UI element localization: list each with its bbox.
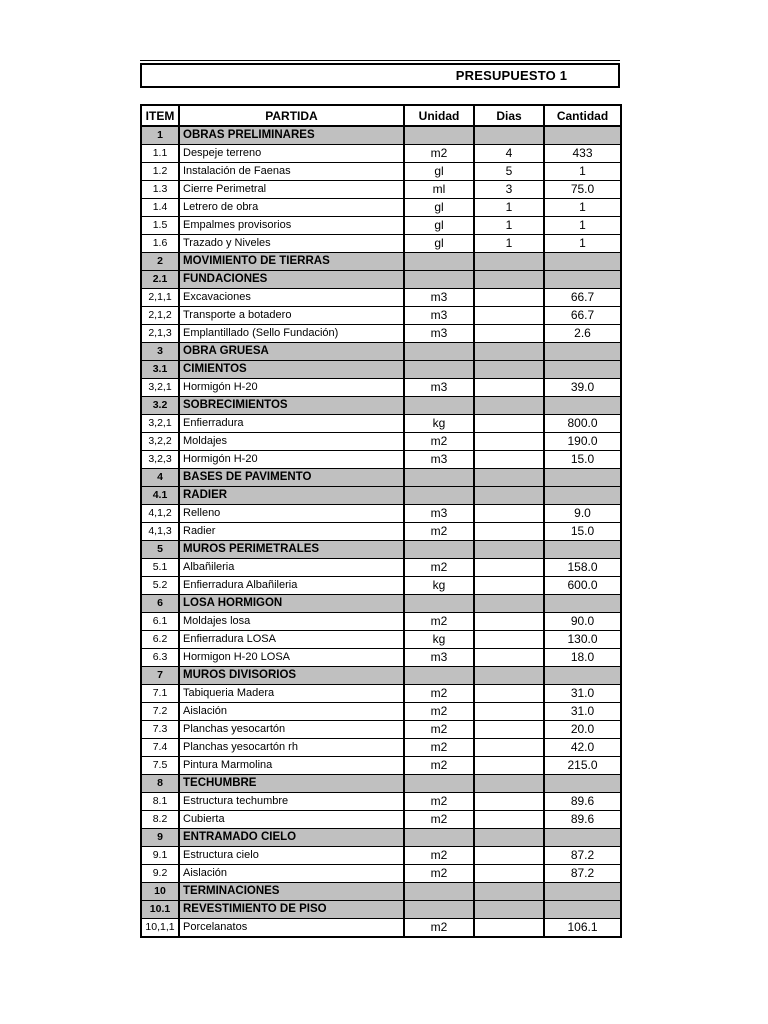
cell-item: 1 xyxy=(141,126,179,145)
cell-item: 8.1 xyxy=(141,793,179,811)
cell-item: 4,1,3 xyxy=(141,523,179,541)
cell-dias xyxy=(474,595,544,613)
cell-unidad xyxy=(404,829,474,847)
cell-partida: CIMIENTOS xyxy=(179,361,404,379)
section-row xyxy=(141,126,621,145)
cell-dias xyxy=(474,631,544,649)
section-row xyxy=(141,541,621,559)
cell-partida: OBRA GRUESA xyxy=(179,343,404,361)
cell-partida: MUROS DIVISORIOS xyxy=(179,667,404,685)
cell-dias xyxy=(474,361,544,379)
cell-dias: 1 xyxy=(474,217,544,235)
cell-partida: Planchas yesocartón xyxy=(179,721,404,739)
cell-unidad xyxy=(404,667,474,685)
table-row xyxy=(141,613,621,631)
cell-partida: MOVIMIENTO DE TIERRAS xyxy=(179,253,404,271)
cell-unidad xyxy=(404,126,474,145)
cell-partida: Transporte a botadero xyxy=(179,307,404,325)
table-row xyxy=(141,865,621,883)
table-row xyxy=(141,451,621,469)
cell-unidad: ml xyxy=(404,181,474,199)
cell-item: 9.1 xyxy=(141,847,179,865)
cell-unidad: gl xyxy=(404,217,474,235)
cell-cantidad: 190.0 xyxy=(544,433,621,451)
table-row xyxy=(141,685,621,703)
cell-unidad: m2 xyxy=(404,793,474,811)
cell-unidad: kg xyxy=(404,577,474,595)
table-row xyxy=(141,235,621,253)
cell-dias xyxy=(474,829,544,847)
cell-unidad: m3 xyxy=(404,451,474,469)
cell-dias xyxy=(474,811,544,829)
cell-unidad: gl xyxy=(404,235,474,253)
cell-unidad: m3 xyxy=(404,325,474,343)
cell-item: 3 xyxy=(141,343,179,361)
cell-partida: ENTRAMADO CIELO xyxy=(179,829,404,847)
cell-item: 6 xyxy=(141,595,179,613)
cell-unidad: gl xyxy=(404,199,474,217)
table-row xyxy=(141,577,621,595)
cell-item: 3.2 xyxy=(141,397,179,415)
cell-cantidad: 66.7 xyxy=(544,289,621,307)
cell-item: 10,1,1 xyxy=(141,919,179,938)
cell-cantidad xyxy=(544,487,621,505)
column-header-item: ITEM xyxy=(141,105,179,126)
cell-cantidad xyxy=(544,901,621,919)
cell-item: 1.1 xyxy=(141,145,179,163)
cell-item: 3,2,3 xyxy=(141,451,179,469)
cell-item: 2,1,1 xyxy=(141,289,179,307)
cell-unidad xyxy=(404,253,474,271)
cell-dias xyxy=(474,613,544,631)
table-row xyxy=(141,415,621,433)
cell-cantidad: 9.0 xyxy=(544,505,621,523)
cell-partida: Relleno xyxy=(179,505,404,523)
cell-dias xyxy=(474,271,544,289)
table-row xyxy=(141,289,621,307)
cell-dias xyxy=(474,487,544,505)
table-row xyxy=(141,649,621,667)
table-row xyxy=(141,379,621,397)
cell-partida: Despeje terreno xyxy=(179,145,404,163)
cell-dias: 3 xyxy=(474,181,544,199)
cell-dias xyxy=(474,847,544,865)
cell-unidad: m2 xyxy=(404,433,474,451)
table-row xyxy=(141,181,621,199)
cell-partida: LOSA HORMIGON xyxy=(179,595,404,613)
cell-cantidad xyxy=(544,883,621,901)
cell-item: 3,2,1 xyxy=(141,415,179,433)
cell-cantidad: 87.2 xyxy=(544,865,621,883)
cell-partida: Tabiqueria Madera xyxy=(179,685,404,703)
cell-partida: Empalmes provisorios xyxy=(179,217,404,235)
cell-unidad: m2 xyxy=(404,523,474,541)
cell-item: 7.1 xyxy=(141,685,179,703)
table-row xyxy=(141,199,621,217)
cell-item: 1.6 xyxy=(141,235,179,253)
cell-item: 1.3 xyxy=(141,181,179,199)
table-row xyxy=(141,325,621,343)
cell-partida: Letrero de obra xyxy=(179,199,404,217)
cell-unidad xyxy=(404,343,474,361)
cell-item: 4,1,2 xyxy=(141,505,179,523)
cell-unidad: m2 xyxy=(404,811,474,829)
table-row xyxy=(141,433,621,451)
table-row xyxy=(141,847,621,865)
page-title: PRESUPUESTO 1 xyxy=(455,68,568,83)
cell-partida: TECHUMBRE xyxy=(179,775,404,793)
cell-partida: Pintura Marmolina xyxy=(179,757,404,775)
cell-partida: OBRAS PRELIMINARES xyxy=(179,126,404,145)
cell-item: 8.2 xyxy=(141,811,179,829)
cell-unidad: m2 xyxy=(404,613,474,631)
table-row xyxy=(141,919,621,938)
cell-partida: Estructura cielo xyxy=(179,847,404,865)
cell-cantidad xyxy=(544,469,621,487)
cell-dias xyxy=(474,433,544,451)
cell-partida: BASES DE PAVIMENTO xyxy=(179,469,404,487)
cell-partida: Hormigon H-20 LOSA xyxy=(179,649,404,667)
column-header-cantidad: Cantidad xyxy=(544,105,621,126)
cell-unidad xyxy=(404,541,474,559)
cell-partida: Trazado y Niveles xyxy=(179,235,404,253)
cell-cantidad: 130.0 xyxy=(544,631,621,649)
cell-partida: Cubierta xyxy=(179,811,404,829)
cell-partida: Planchas yesocartón rh xyxy=(179,739,404,757)
cell-cantidad xyxy=(544,667,621,685)
cell-partida: RADIER xyxy=(179,487,404,505)
cell-dias xyxy=(474,721,544,739)
cell-dias: 4 xyxy=(474,145,544,163)
table-row xyxy=(141,793,621,811)
cell-item: 4.1 xyxy=(141,487,179,505)
cell-unidad: m3 xyxy=(404,289,474,307)
section-row xyxy=(141,361,621,379)
cell-dias: 5 xyxy=(474,163,544,181)
section-row xyxy=(141,271,621,289)
cell-unidad: gl xyxy=(404,163,474,181)
cell-partida: Estructura techumbre xyxy=(179,793,404,811)
cell-cantidad xyxy=(544,829,621,847)
cell-unidad: m2 xyxy=(404,919,474,938)
cell-cantidad xyxy=(544,595,621,613)
table-row xyxy=(141,757,621,775)
cell-dias: 1 xyxy=(474,199,544,217)
cell-item: 10.1 xyxy=(141,901,179,919)
cell-item: 10 xyxy=(141,883,179,901)
cell-dias xyxy=(474,739,544,757)
cell-unidad xyxy=(404,901,474,919)
table-row xyxy=(141,217,621,235)
cell-unidad xyxy=(404,883,474,901)
table-row xyxy=(141,739,621,757)
cell-cantidad: 90.0 xyxy=(544,613,621,631)
section-row xyxy=(141,253,621,271)
cell-dias xyxy=(474,397,544,415)
cell-cantidad: 42.0 xyxy=(544,739,621,757)
section-row xyxy=(141,901,621,919)
table-row xyxy=(141,559,621,577)
cell-dias xyxy=(474,577,544,595)
cell-cantidad: 1 xyxy=(544,199,621,217)
cell-dias xyxy=(474,289,544,307)
cell-dias xyxy=(474,523,544,541)
cell-dias xyxy=(474,793,544,811)
cell-partida: TERMINACIONES xyxy=(179,883,404,901)
section-row xyxy=(141,397,621,415)
cell-unidad xyxy=(404,469,474,487)
cell-partida: Porcelanatos xyxy=(179,919,404,938)
cell-item: 6.3 xyxy=(141,649,179,667)
cell-dias: 1 xyxy=(474,235,544,253)
cell-unidad: m2 xyxy=(404,685,474,703)
cell-cantidad xyxy=(544,126,621,145)
section-row xyxy=(141,487,621,505)
cell-partida: Albañileria xyxy=(179,559,404,577)
cell-dias xyxy=(474,325,544,343)
cell-dias xyxy=(474,775,544,793)
cell-dias xyxy=(474,541,544,559)
cell-partida: Enfierradura Albañileria xyxy=(179,577,404,595)
cell-dias xyxy=(474,126,544,145)
cell-dias xyxy=(474,865,544,883)
cell-dias xyxy=(474,415,544,433)
cell-cantidad xyxy=(544,775,621,793)
cell-partida: Excavaciones xyxy=(179,289,404,307)
cell-cantidad xyxy=(544,253,621,271)
cell-dias xyxy=(474,667,544,685)
cell-unidad: m2 xyxy=(404,721,474,739)
cell-cantidad: 31.0 xyxy=(544,703,621,721)
cell-item: 1.5 xyxy=(141,217,179,235)
cell-cantidad: 215.0 xyxy=(544,757,621,775)
cell-partida: SOBRECIMIENTOS xyxy=(179,397,404,415)
table-row xyxy=(141,631,621,649)
cell-cantidad: 66.7 xyxy=(544,307,621,325)
section-row xyxy=(141,829,621,847)
cell-item: 3,2,2 xyxy=(141,433,179,451)
cell-cantidad: 1 xyxy=(544,217,621,235)
cell-cantidad: 87.2 xyxy=(544,847,621,865)
cell-unidad xyxy=(404,595,474,613)
cell-dias xyxy=(474,253,544,271)
cell-cantidad: 31.0 xyxy=(544,685,621,703)
cell-dias xyxy=(474,649,544,667)
cell-dias xyxy=(474,451,544,469)
cell-dias xyxy=(474,505,544,523)
cell-item: 2,1,3 xyxy=(141,325,179,343)
table-row xyxy=(141,307,621,325)
cell-partida: FUNDACIONES xyxy=(179,271,404,289)
table-row xyxy=(141,145,621,163)
section-row xyxy=(141,667,621,685)
cell-cantidad: 20.0 xyxy=(544,721,621,739)
cell-item: 5 xyxy=(141,541,179,559)
cell-partida: MUROS PERIMETRALES xyxy=(179,541,404,559)
cell-unidad: m3 xyxy=(404,379,474,397)
cell-cantidad: 1 xyxy=(544,163,621,181)
budget-table xyxy=(140,104,622,938)
cell-item: 3.1 xyxy=(141,361,179,379)
cell-cantidad: 18.0 xyxy=(544,649,621,667)
section-row xyxy=(141,595,621,613)
cell-cantidad: 106.1 xyxy=(544,919,621,938)
table-row xyxy=(141,811,621,829)
cell-cantidad xyxy=(544,361,621,379)
cell-unidad xyxy=(404,361,474,379)
cell-partida: Cierre Perimetral xyxy=(179,181,404,199)
cell-unidad xyxy=(404,487,474,505)
cell-item: 7 xyxy=(141,667,179,685)
cell-cantidad xyxy=(544,271,621,289)
cell-cantidad: 89.6 xyxy=(544,793,621,811)
cell-unidad: m3 xyxy=(404,307,474,325)
cell-dias xyxy=(474,469,544,487)
cell-partida: Aislación xyxy=(179,865,404,883)
cell-unidad xyxy=(404,397,474,415)
table-header-row xyxy=(141,105,621,126)
cell-partida: REVESTIMIENTO DE PISO xyxy=(179,901,404,919)
cell-partida: Emplantillado (Sello Fundación) xyxy=(179,325,404,343)
column-header-unidad: Unidad xyxy=(404,105,474,126)
cell-unidad xyxy=(404,775,474,793)
title-box xyxy=(140,63,620,88)
cell-unidad: m2 xyxy=(404,739,474,757)
cell-item: 5.1 xyxy=(141,559,179,577)
cell-cantidad xyxy=(544,397,621,415)
cell-unidad: kg xyxy=(404,631,474,649)
cell-item: 2.1 xyxy=(141,271,179,289)
cell-item: 6.2 xyxy=(141,631,179,649)
cell-cantidad: 15.0 xyxy=(544,523,621,541)
cell-partida: Aislación xyxy=(179,703,404,721)
cell-item: 6.1 xyxy=(141,613,179,631)
section-row xyxy=(141,883,621,901)
section-row xyxy=(141,343,621,361)
cell-cantidad: 600.0 xyxy=(544,577,621,595)
cell-unidad: m3 xyxy=(404,649,474,667)
cell-partida: Radier xyxy=(179,523,404,541)
cell-cantidad: 800.0 xyxy=(544,415,621,433)
cell-unidad: m2 xyxy=(404,559,474,577)
cell-unidad: m2 xyxy=(404,865,474,883)
table-row xyxy=(141,163,621,181)
cell-cantidad: 158.0 xyxy=(544,559,621,577)
cell-item: 5.2 xyxy=(141,577,179,595)
cell-partida: Enfierradura xyxy=(179,415,404,433)
cell-unidad: m3 xyxy=(404,505,474,523)
cell-unidad: m2 xyxy=(404,145,474,163)
cell-partida: Hormigón H-20 xyxy=(179,379,404,397)
table-row xyxy=(141,703,621,721)
cell-dias xyxy=(474,307,544,325)
cell-item: 8 xyxy=(141,775,179,793)
cell-partida: Instalación de Faenas xyxy=(179,163,404,181)
cell-dias xyxy=(474,757,544,775)
cell-dias xyxy=(474,343,544,361)
cell-unidad: m2 xyxy=(404,757,474,775)
cell-item: 7.3 xyxy=(141,721,179,739)
cell-item: 1.2 xyxy=(141,163,179,181)
cell-dias xyxy=(474,919,544,938)
cell-item: 1.4 xyxy=(141,199,179,217)
table-row xyxy=(141,505,621,523)
cell-item: 7.5 xyxy=(141,757,179,775)
column-header-partida: PARTIDA xyxy=(179,105,404,126)
cell-partida: Moldajes xyxy=(179,433,404,451)
cell-cantidad xyxy=(544,541,621,559)
cell-cantidad: 2.6 xyxy=(544,325,621,343)
cell-item: 3,2,1 xyxy=(141,379,179,397)
cell-cantidad: 433 xyxy=(544,145,621,163)
cell-unidad: m2 xyxy=(404,847,474,865)
cell-item: 2 xyxy=(141,253,179,271)
cell-dias xyxy=(474,379,544,397)
cell-dias xyxy=(474,559,544,577)
cell-item: 9 xyxy=(141,829,179,847)
cell-cantidad: 1 xyxy=(544,235,621,253)
cell-partida: Hormigón H-20 xyxy=(179,451,404,469)
cell-dias xyxy=(474,685,544,703)
cell-unidad xyxy=(404,271,474,289)
section-row xyxy=(141,775,621,793)
cell-item: 9.2 xyxy=(141,865,179,883)
cell-item: 4 xyxy=(141,469,179,487)
table-row xyxy=(141,523,621,541)
cell-dias xyxy=(474,883,544,901)
cell-unidad: m2 xyxy=(404,703,474,721)
cell-unidad: kg xyxy=(404,415,474,433)
cell-cantidad: 39.0 xyxy=(544,379,621,397)
section-row xyxy=(141,469,621,487)
cell-dias xyxy=(474,703,544,721)
cell-cantidad: 89.6 xyxy=(544,811,621,829)
column-header-dias: Dias xyxy=(474,105,544,126)
table-row xyxy=(141,721,621,739)
cell-cantidad xyxy=(544,343,621,361)
cell-partida: Moldajes losa xyxy=(179,613,404,631)
cell-cantidad: 75.0 xyxy=(544,181,621,199)
cell-item: 7.4 xyxy=(141,739,179,757)
cell-cantidad: 15.0 xyxy=(544,451,621,469)
cell-item: 2,1,2 xyxy=(141,307,179,325)
cell-partida: Enfierradura LOSA xyxy=(179,631,404,649)
cell-dias xyxy=(474,901,544,919)
cell-item: 7.2 xyxy=(141,703,179,721)
